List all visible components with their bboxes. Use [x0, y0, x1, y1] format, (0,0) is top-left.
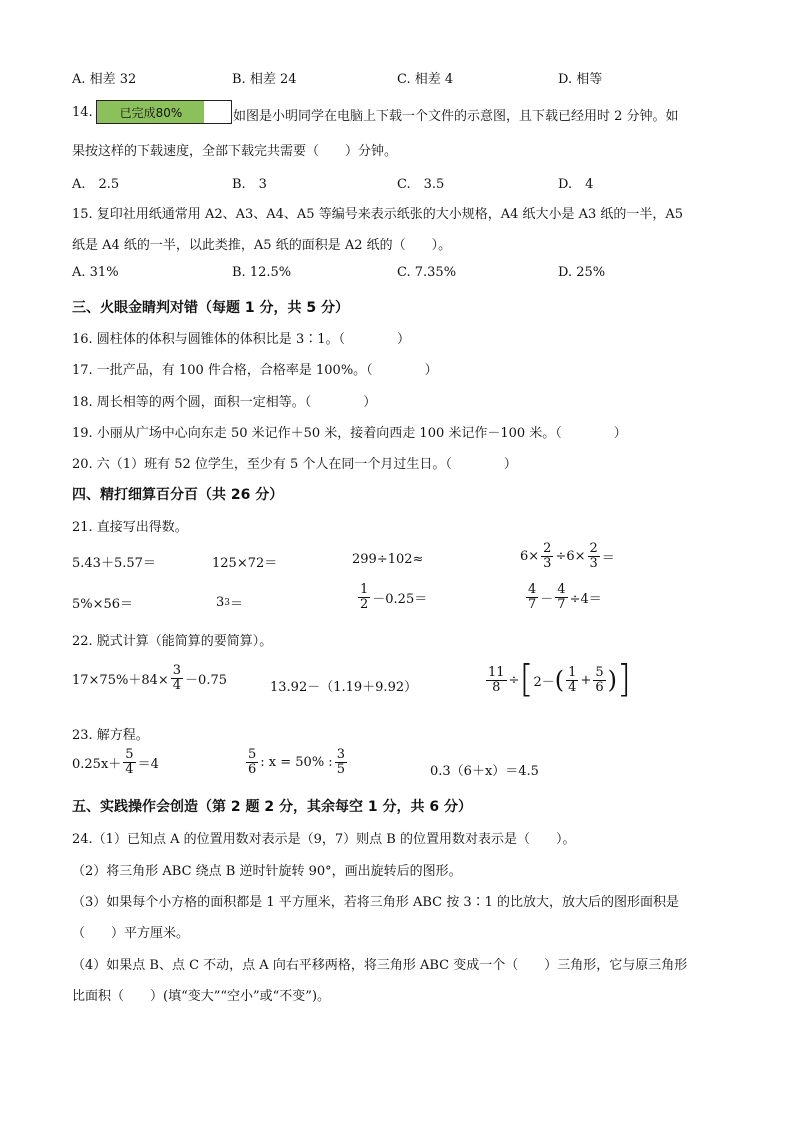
q24-part1: 24.（1）已知点 A 的位置用数对表示是（9，7）则点 B 的位置用数对表示是（ ）。: [72, 832, 576, 847]
q18: 18. 周长相等的两个圆，面积一定相等。（ ）: [72, 395, 377, 410]
q22-expr-2: 13.92－（1.19＋9.92）: [270, 680, 418, 695]
q24-part2: （2）将三角形 ABC 绕点 B 逆时针旋转 90°，画出旋转后的图形。: [72, 864, 462, 879]
download-progress-bar: [96, 100, 232, 124]
q23-title: 23. 解方程。: [72, 728, 149, 743]
q24-part4-line1: （4）如果点 B、点 C 不动，点 A 向右平移两格，将三角形 ABC 变成一个（ ）三角形，它与原三角形: [72, 958, 688, 973]
q21-expr-7: $\frac{1}{2}$ －0.25＝: [360, 582, 428, 612]
q14-text-line2: 果按这样的下载速度，全部下载完共需要（ ）分钟。: [72, 144, 398, 159]
q24-part3-line1: （3）如果每个小方格的面积都是 1 平方厘米，若将三角形 ABC 按 3∶1 的比放大，放大后的图形面积是: [72, 895, 680, 910]
q21-expr-4: 6× $\frac{2}{3}$ ÷6× $\frac{2}{3}$ ＝: [520, 541, 615, 571]
q14-number: 14.: [72, 105, 93, 120]
q21-expr-1: 5.43＋5.57＝: [72, 556, 156, 571]
q15-option-d: D. 25%: [558, 265, 606, 280]
q15-option-a: A. 31%: [72, 265, 119, 280]
q21-expr-2: 125×72＝: [212, 556, 278, 571]
q23-equation-3: 0.3（6＋x）＝4.5: [430, 764, 539, 779]
q19: 19. 小丽从广场中心向东走 50 米记作＋50 米，接着向西走 100 米记作－100 米。（ ）: [72, 426, 627, 441]
q22-expr-3: $\frac{11}{8}$ ÷ [ 2－ ( $\frac{1}{4}$ + $\frac{5}{6}$ ) ]: [488, 657, 632, 701]
q15-text-line1: 15. 复印社用纸通常用 A2、A3、A4、A5 等编号来表示纸张的大小规格，A4 纸大小是 A3 纸的一半，A5: [72, 207, 684, 222]
q17: 17. 一批产品，有 100 件合格，合格率是 100%。（ ）: [72, 363, 438, 378]
q14-text-line1: 如图是小明同学在电脑上下载一个文件的示意图，且下载已经用时 2 分钟。如: [233, 109, 679, 124]
q16: 16. 圆柱体的体积与圆锥体的体积比是 3∶1。（ ）: [72, 332, 410, 347]
section4-title: 四、精打细算百分百（共 26 分）: [72, 487, 284, 503]
q22-title: 22. 脱式计算（能简算的要简算）。: [72, 634, 273, 649]
q14-option-d: D. 4: [558, 177, 594, 192]
q13-option-b: B. 相差 24: [232, 72, 297, 87]
q14-option-c: C. 3.5: [397, 177, 445, 192]
q24-part4-line2: 比面积（ ）(填“变大”“空小”或“不变”)。: [72, 989, 331, 1004]
q23-equation-2: $\frac{5}{6}$ : x = 50% : $\frac{3}{5}$: [248, 747, 345, 777]
q14-option-b: B. 3: [232, 177, 267, 192]
q14-option-a: A. 2.5: [72, 177, 120, 192]
q13-option-a: A. 相差 32: [72, 72, 137, 87]
q23-equation-1: 0.25x＋ $\frac{5}{4}$ ＝4: [72, 747, 159, 777]
q21-expr-3: 299÷102≈: [352, 552, 424, 567]
section5-title: 五、实践操作会创造（第 2 题 2 分，其余每空 1 分，共 6 分）: [72, 799, 472, 815]
q21-expr-5: 5%×56＝: [72, 597, 134, 612]
q13-option-d: D. 相等: [558, 72, 603, 87]
q20: 20. 六（1）班有 52 位学生，至少有 5 个人在同一个月过生日。（ ）: [72, 457, 517, 472]
q15-option-b: B. 12.5%: [232, 265, 292, 280]
q24-part3-line2: （ ）平方厘米。: [72, 926, 190, 941]
section3-title: 三、火眼金睛判对错（每题 1 分，共 5 分）: [72, 300, 349, 316]
q15-option-c: C. 7.35%: [397, 265, 457, 280]
q21-title: 21. 直接写出得数。: [72, 520, 188, 535]
q15-text-line2: 纸是 A4 纸的一半，以此类推，A5 纸的面积是 A2 纸的（ ）。: [72, 238, 452, 253]
q21-expr-8: $\frac{4}{7}$ － $\frac{4}{7}$ ÷4＝: [528, 582, 602, 612]
progress-label: 已完成80%: [119, 106, 183, 120]
q21-expr-6: 3 3 ＝: [216, 595, 244, 612]
q22-expr-1: 17×75%＋84× $\frac{3}{4}$ －0.75: [72, 663, 227, 693]
q13-option-c: C. 相差 4: [397, 72, 454, 87]
